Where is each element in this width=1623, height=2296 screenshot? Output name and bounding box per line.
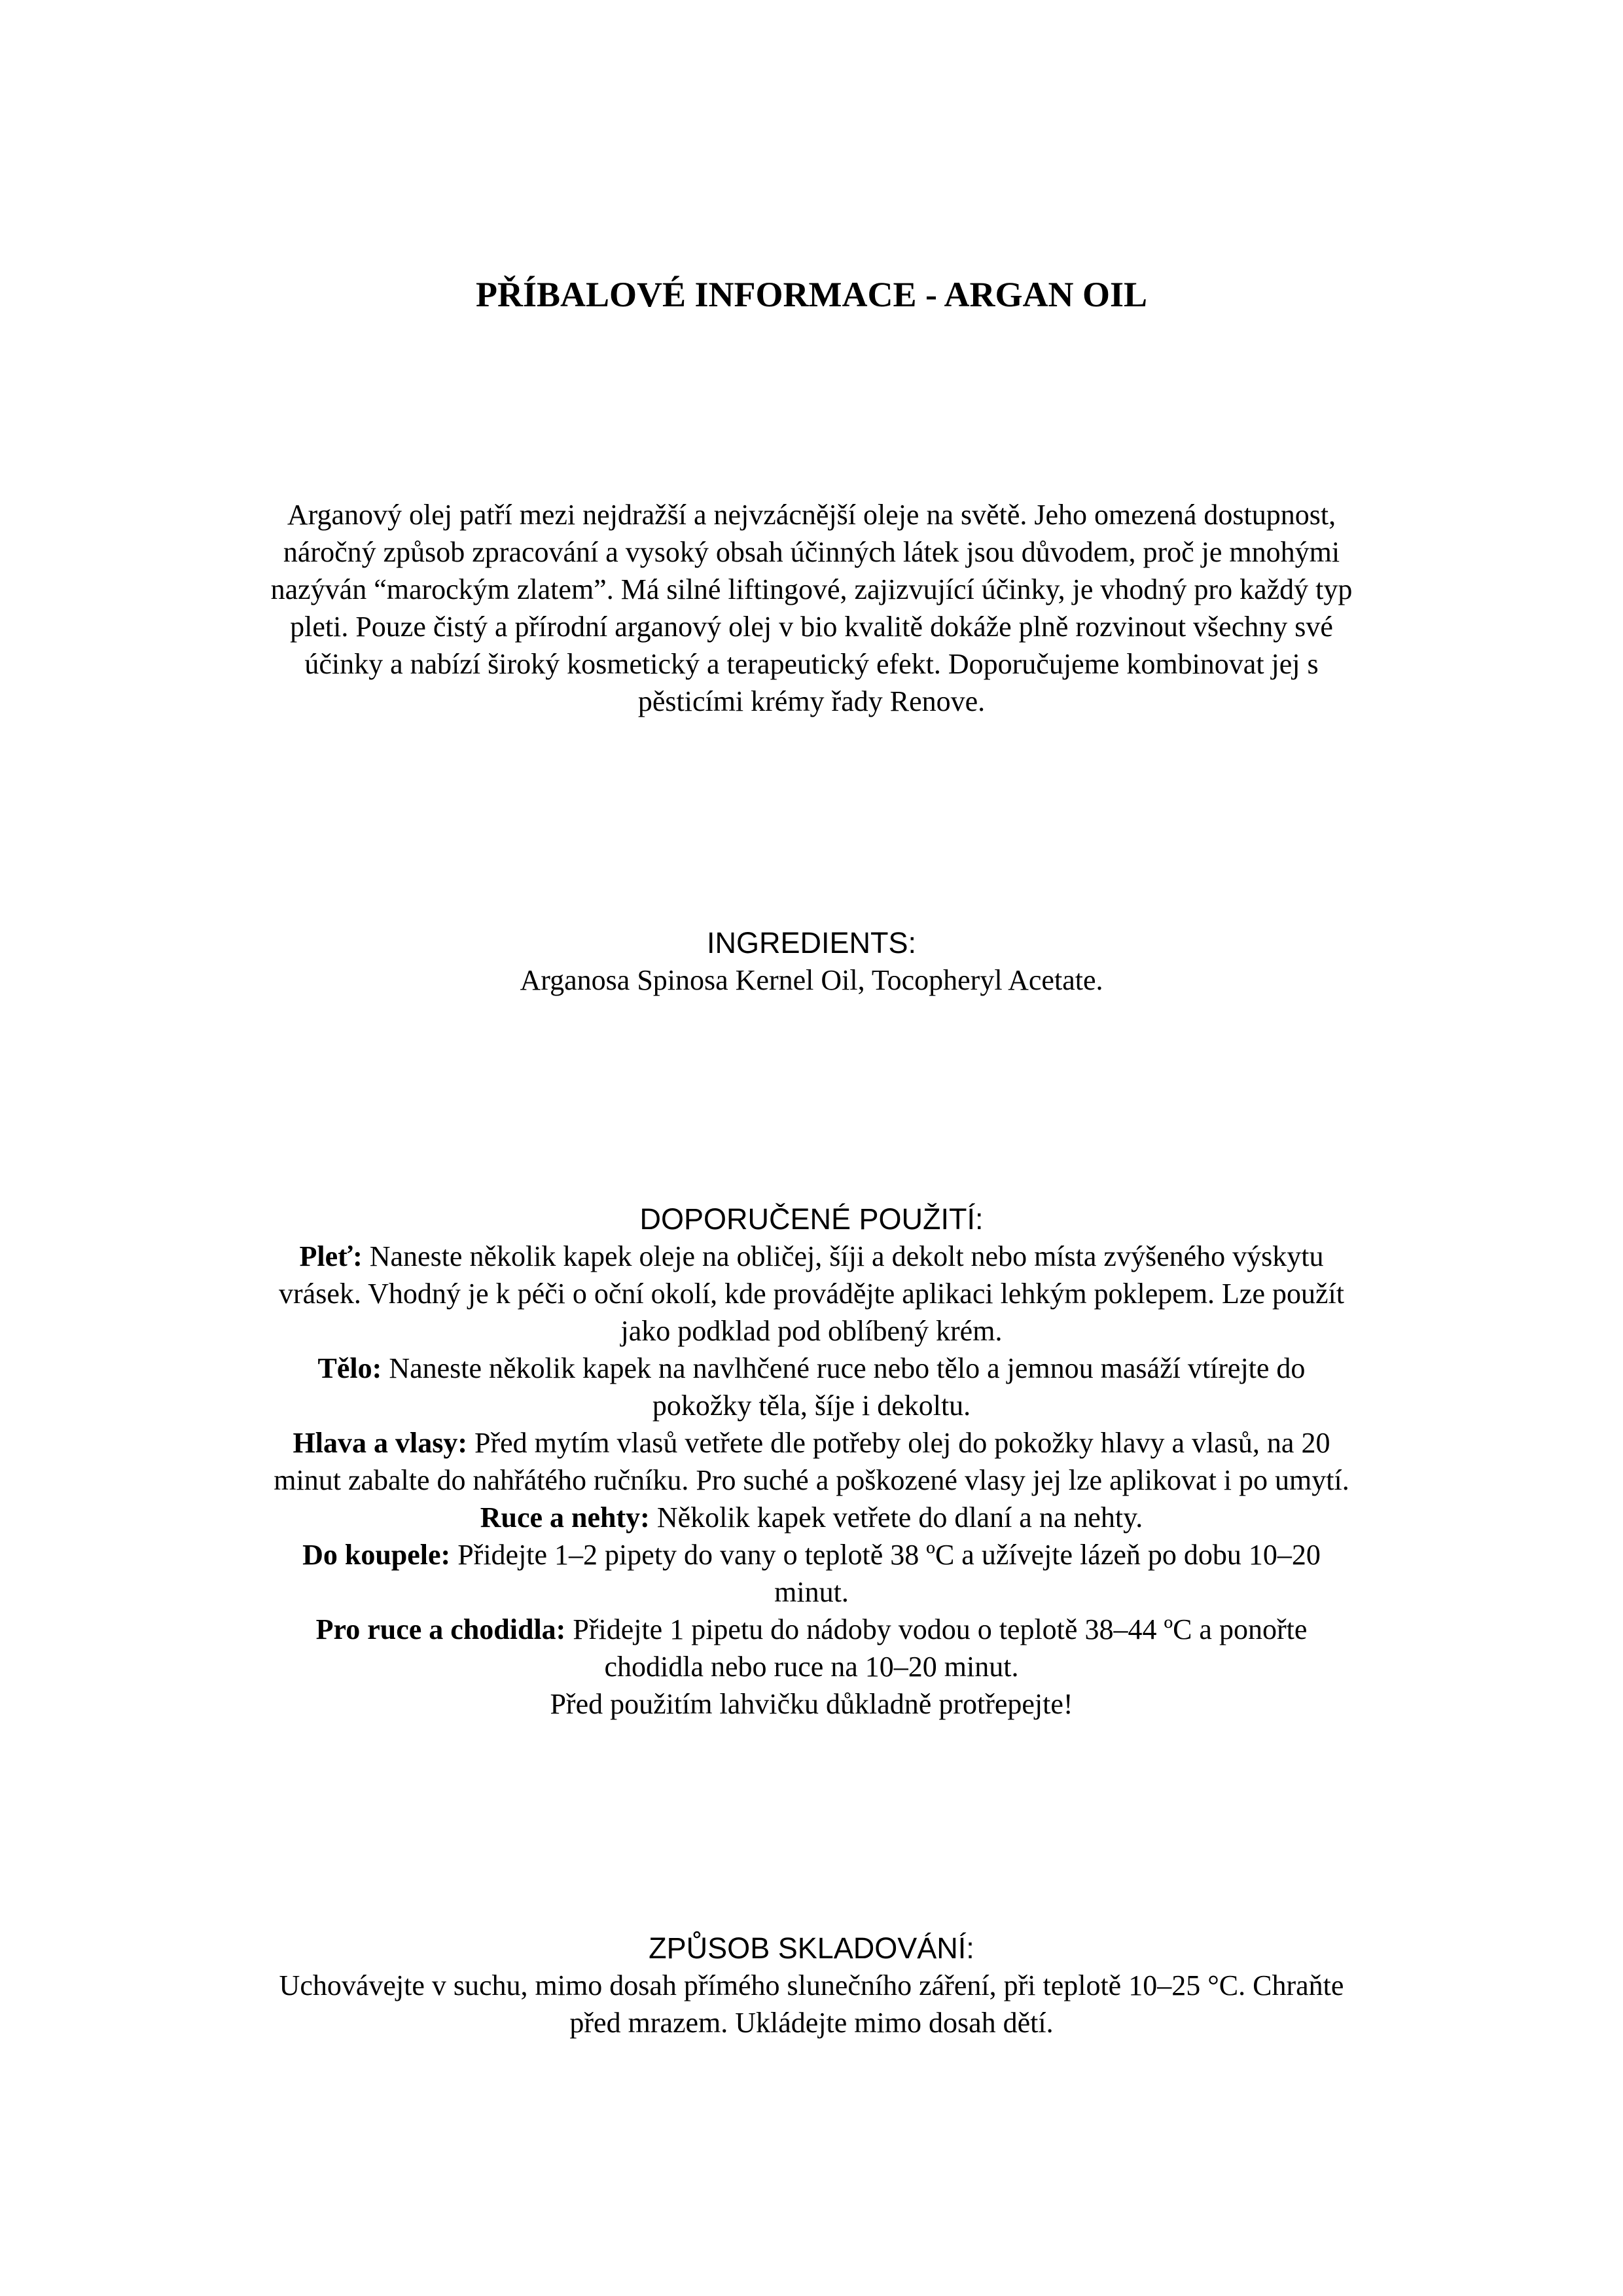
usage-skin-text: Naneste několik kapek oleje na obličej, šíji a dekolt nebo místa zvýšeného výskytu bbox=[362, 1240, 1324, 1272]
usage-body-text: Naneste několik kapek na navlhčené ruce nebo tělo a jemnou masáží vtírejte do bbox=[382, 1352, 1306, 1384]
document-title: PŘÍBALOVÉ INFORMACE - ARGAN OIL bbox=[475, 275, 1148, 314]
usage-bath-line: minut. bbox=[774, 1576, 849, 1608]
intro-line: nazýván “marockým zlatem”. Má silné liftingové, zajizvující účinky, je vhodný pro každý typ bbox=[270, 573, 1353, 605]
ingredients-heading: INGREDIENTS: bbox=[706, 926, 917, 960]
usage-section bbox=[190, 1200, 1433, 1723]
intro-line: účinky a nabízí široký kosmetický a terapeutický efekt. Doporučujeme kombinovat jej s bbox=[304, 648, 1319, 680]
usage-hair-label: Hlava a vlasy: bbox=[293, 1427, 467, 1459]
intro-line: pleti. Pouze čistý a přírodní arganový olej v bio kvalitě dokáže plně rozvinout všechny své bbox=[290, 611, 1333, 643]
usage-hands-nails-text: Několik kapek vetřete do dlaní a na nehty. bbox=[649, 1501, 1143, 1534]
usage-hair bbox=[190, 1424, 1433, 1462]
usage-skin bbox=[190, 1238, 1433, 1275]
usage-hair-text: Před mytím vlasů vetřete dle potřeby olej do pokožky hlavy a vlasů, na 20 bbox=[467, 1427, 1330, 1459]
storage-line: před mrazem. Ukládejte mimo dosah dětí. bbox=[569, 2007, 1054, 2039]
usage-feet bbox=[190, 1611, 1433, 1648]
usage-feet-line: chodidla nebo ruce na 10–20 minut. bbox=[604, 1651, 1019, 1683]
usage-body-line: pokožky těla, šíje i dekoltu. bbox=[652, 1390, 971, 1422]
usage-bath-text: Přidejte 1–2 pipety do vany o teplotě 38 ºC a užívejte lázeň po dobu 10–20 bbox=[450, 1539, 1321, 1571]
usage-hands-nails-label: Ruce a nehty: bbox=[480, 1501, 650, 1534]
usage-hands-nails bbox=[190, 1499, 1433, 1536]
storage-heading: ZPŮSOB SKLADOVÁNÍ: bbox=[649, 1931, 974, 1965]
usage-bath-label: Do koupele: bbox=[302, 1539, 451, 1571]
usage-feet-text: Přidejte 1 pipetu do nádoby vodou o teplotě 38–44 ºC a ponořte bbox=[565, 1613, 1308, 1645]
storage-line: Uchovávejte v suchu, mimo dosah přímého slunečního záření, při teplotě 10–25 °C. Chraňte bbox=[279, 1969, 1344, 2001]
ingredients-section bbox=[190, 924, 1433, 999]
usage-skin-line: vrásek. Vhodný je k péči o oční okolí, kde provádějte aplikaci lehkým poklepem. Lze použít bbox=[279, 1278, 1344, 1310]
intro-line: Arganový olej patří mezi nejdražší a nejvzácnější oleje na světě. Jeho omezená dostupnost, bbox=[287, 499, 1336, 531]
usage-hair-line: minut zabalte do nahřátého ručníku. Pro suché a poškozené vlasy jej lze aplikovat i po umytí. bbox=[274, 1464, 1349, 1496]
usage-skin-label: Pleť: bbox=[299, 1240, 363, 1272]
intro-line: pěsticími krémy řady Renove. bbox=[637, 685, 986, 717]
usage-body-label: Tělo: bbox=[317, 1352, 382, 1384]
intro-paragraph bbox=[190, 496, 1433, 720]
usage-shake-note: Před použitím lahvičku důkladně protřepejte! bbox=[550, 1688, 1073, 1720]
usage-feet-label: Pro ruce a chodidla: bbox=[315, 1613, 566, 1645]
usage-bath bbox=[190, 1536, 1433, 1573]
ingredients-text: Arganosa Spinosa Kernel Oil, Tocopheryl Acetate. bbox=[520, 964, 1103, 996]
intro-line: náročný způsob zpracování a vysoký obsah účinných látek jsou důvodem, proč je mnohými bbox=[283, 536, 1340, 568]
storage-section bbox=[190, 1929, 1433, 2041]
usage-skin-line: jako podklad pod oblíbený krém. bbox=[620, 1315, 1003, 1347]
usage-body bbox=[190, 1350, 1433, 1387]
usage-heading: DOPORUČENÉ POUŽITÍ: bbox=[639, 1202, 984, 1236]
